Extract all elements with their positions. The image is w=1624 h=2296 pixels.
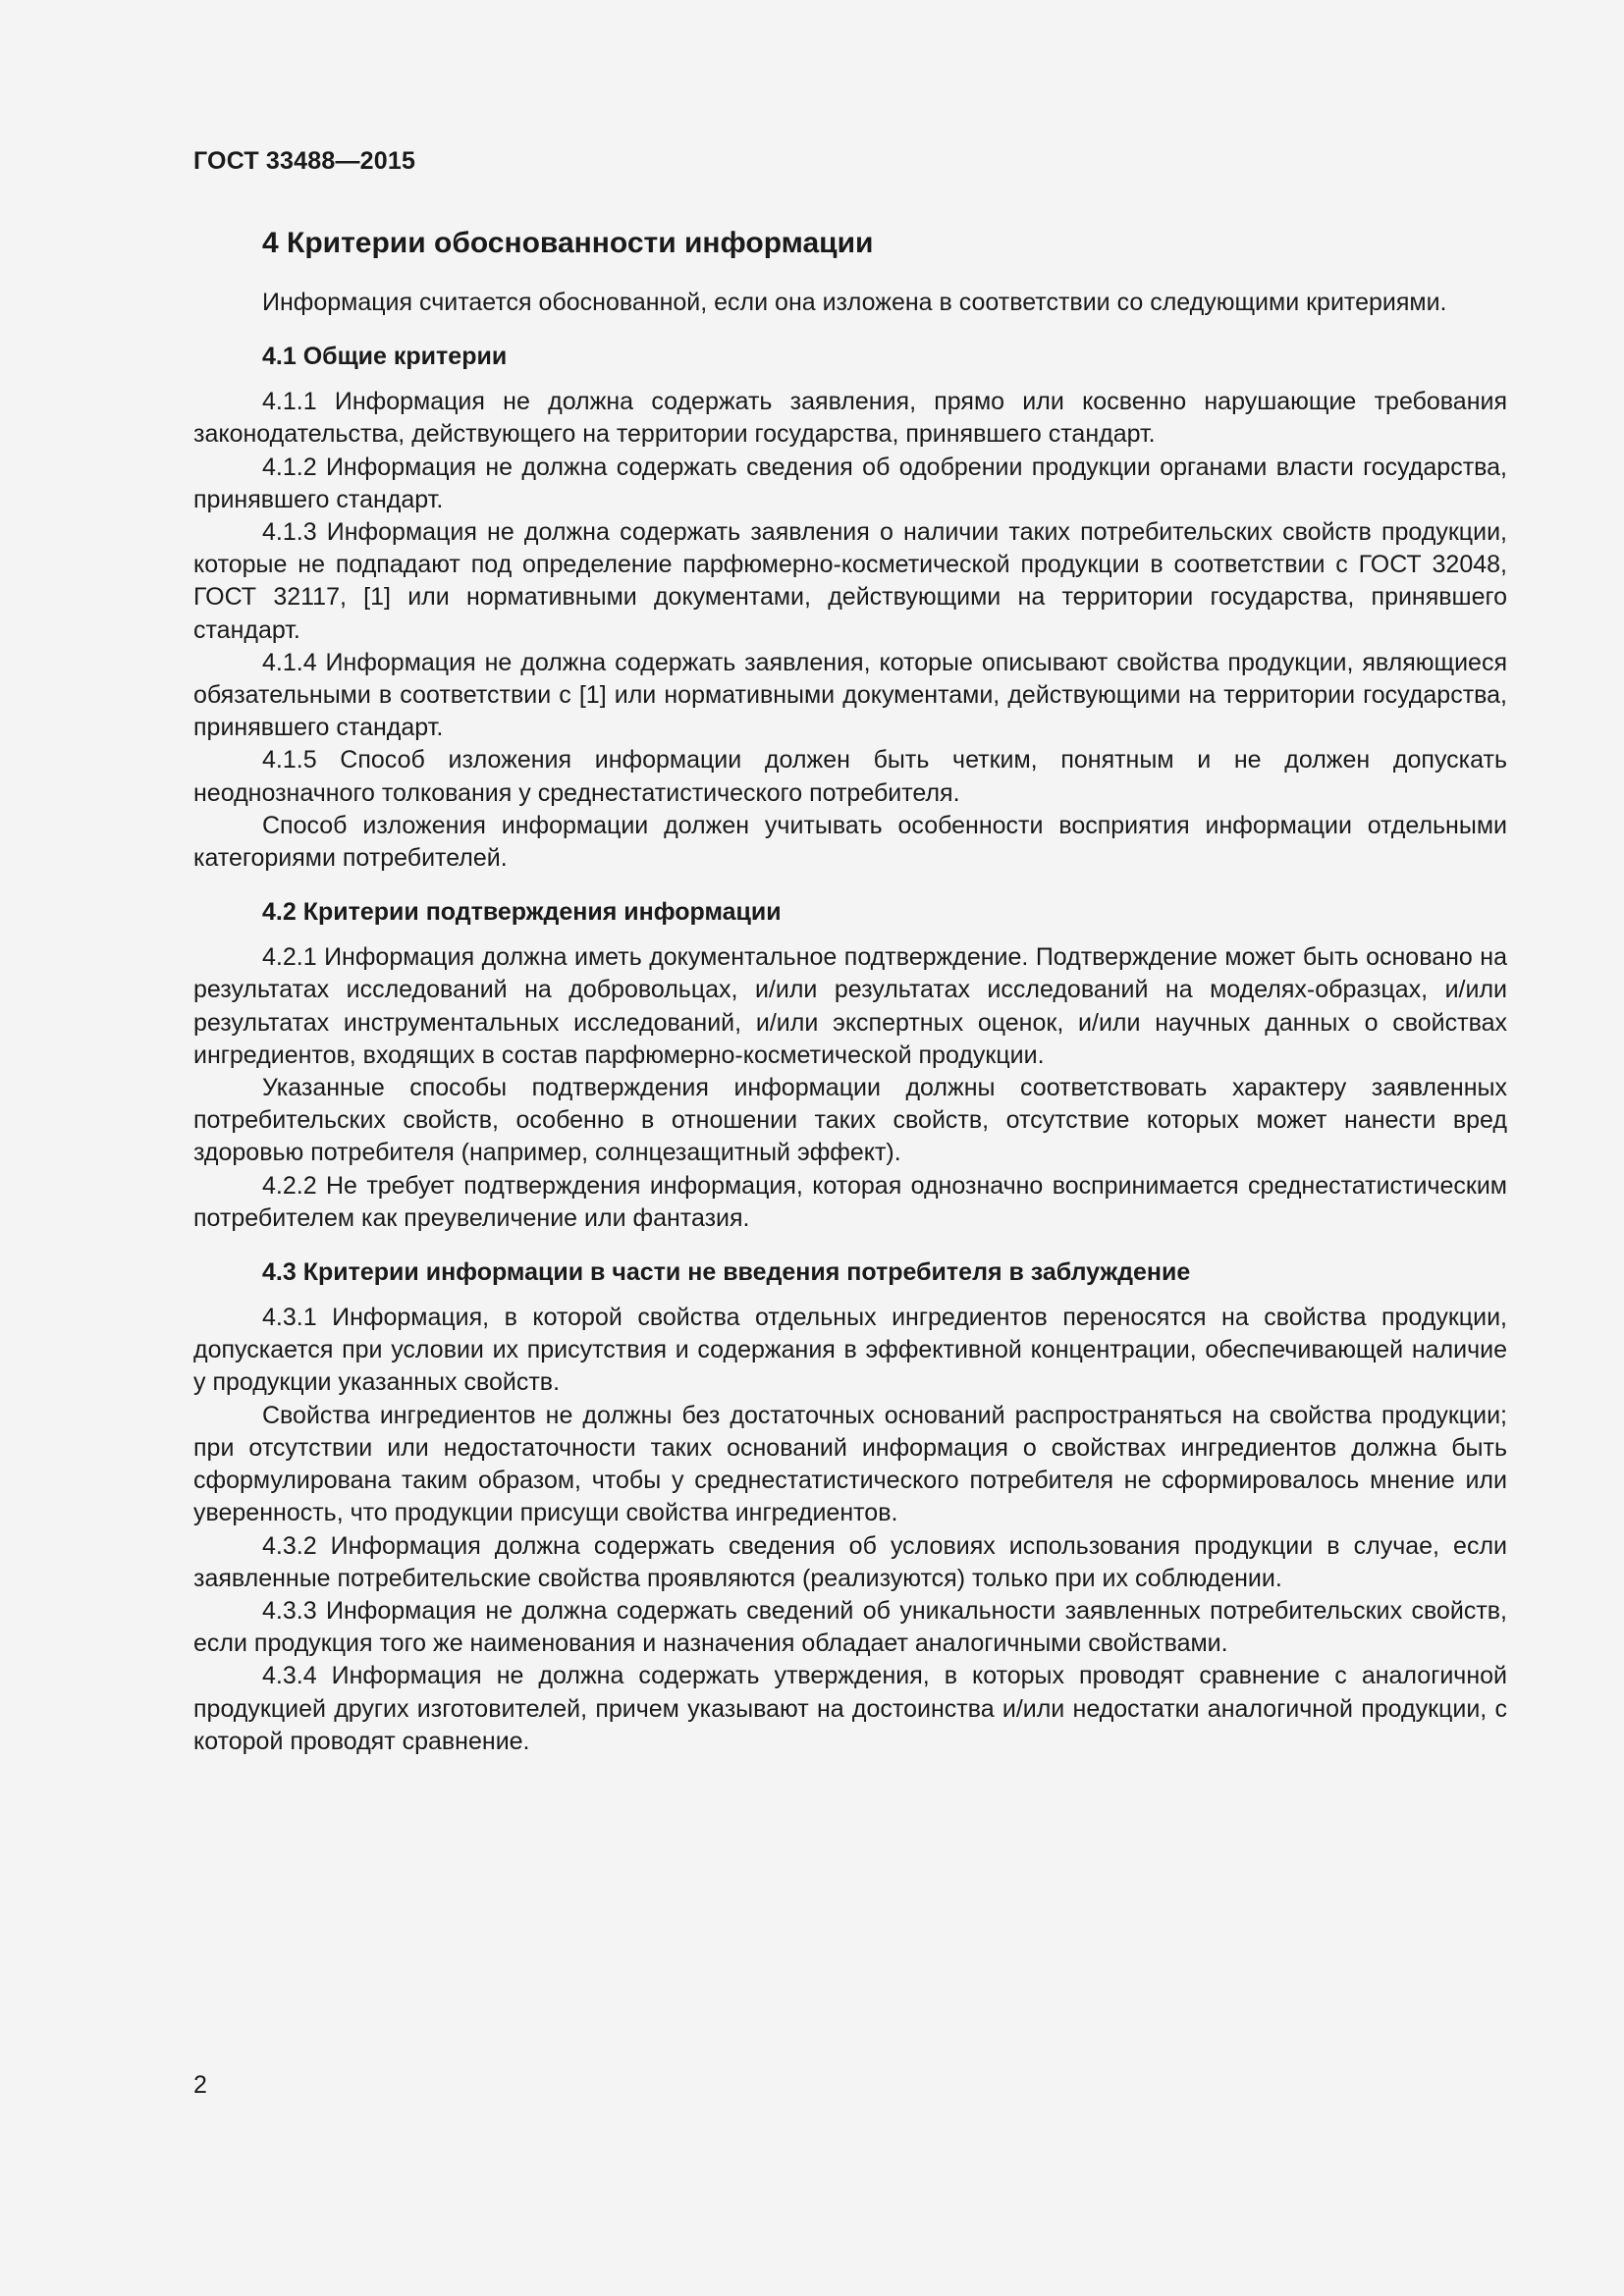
- paragraph-4-3-3: 4.3.3 Информация не должна содержать сведений об уникальности заявленных потребительских свойств, если продукция того же наименования и назначения обладает аналогичными свойствами.: [193, 1596, 1507, 1658]
- paragraph-4-3-2: 4.3.2 Информация должна содержать сведения об условиях использования продукции в случае, если заявленные потребительские свойства проявляются (реализуются) только при их соблюдении.: [193, 1531, 1507, 1592]
- paragraph-4-2-1: 4.2.1 Информация должна иметь документальное подтверждение. Подтверждение может быть основано на результатах исследований на добровольцах, и/или результатах исследований на моделях-образцах, и/или результатах инструментальных исследований, и/или экспертных оценок, и/или научных данных о свойствах ингредиентов, входящих в состав парфюмерно-косметической продукции.: [193, 943, 1507, 1069]
- section-4-intro: Информация считается обоснованной, если она изложена в соответствии со следующими критериями.: [262, 289, 1447, 316]
- paragraph-4-3-1: 4.3.1 Информация, в которой свойства отдельных ингредиентов переносятся на свойства продукции, допускается при условии их присутствия и содержания в эффективной концентрации, обеспечивающей наличие у продукции указанных свойств.: [193, 1304, 1507, 1397]
- paragraph-4-1-2: 4.1.2 Информация не должна содержать сведения об одобрении продукции органами власти государства, принявшего стандарт.: [193, 453, 1507, 513]
- section-4-1-title: 4.1 Общие критерии: [262, 343, 508, 371]
- page-number: 2: [193, 2071, 207, 2099]
- paragraph-4-3-1-cont: Свойства ингредиентов не должны без достаточных оснований распространяться на свойства продукции; при отсутствии или недостаточности таких оснований информация о свойствах ингредиентов должна быть сформулирована таким образом, чтобы у среднестатистического потребителя не сформировалось мнение или уверенность, что продукции присущи свойства ингредиентов.: [193, 1401, 1507, 1527]
- paragraph-4-3-4: 4.3.4 Информация не должна содержать утверждения, в которых проводят сравнение с аналогичной продукцией других изготовителей, причем указывают на достоинства и/или недостатки аналогичной продукции, с которой проводят сравнение.: [193, 1662, 1507, 1755]
- paragraph-4-1-1: 4.1.1 Информация не должна содержать заявления, прямо или косвенно нарушающие требования законодательства, действующего на территории государства, принявшего стандарт.: [193, 388, 1507, 449]
- paragraph-4-2-1-cont: Указанные способы подтверждения информации должны соответствовать характеру заявленных потребительских свойств, особенно в отношении таких свойств, отсутствие которых может нанести вред здоровью потребителя (например, солнцезащитный эффект).: [193, 1074, 1507, 1167]
- paragraph-4-1-5: 4.1.5 Способ изложения информации должен быть четким, понятным и не должен допускать неоднозначного толкования у среднестатистического потребителя.: [193, 746, 1507, 807]
- document-content: [193, 220, 1507, 1758]
- paragraph-4-1-3: 4.1.3 Информация не должна содержать заявления о наличии таких потребительских свойств продукции, которые не подпадают под определение парфюмерно-косметической продукции в соответствии с ГОСТ 32048, ГОСТ 32117, [1] или нормативными документами, действующими на территории государства, принявшего стандарт.: [193, 518, 1507, 644]
- document-code-header: ГОСТ 33488—2015: [193, 147, 416, 175]
- paragraph-4-1-4: 4.1.4 Информация не должна содержать заявления, которые описывают свойства продукции, являющиеся обязательными в соответствии с [1] или нормативными документами, действующими на территории государства, принявшего стандарт.: [193, 648, 1507, 742]
- section-4-3-title: 4.3 Критерии информации в части не введения потребителя в заблуждение: [262, 1258, 1191, 1287]
- section-4-title: 4 Критерии обоснованности информации: [262, 227, 874, 259]
- paragraph-4-1-5-cont: Способ изложения информации должен учитывать особенности восприятия информации отдельными категориями потребителей.: [193, 811, 1507, 873]
- section-4-2-title: 4.2 Критерии подтверждения информации: [262, 898, 782, 927]
- paragraph-4-2-2: 4.2.2 Не требует подтверждения информация, которая однозначно воспринимается среднестатистическим потребителем как преувеличение или фантазия.: [193, 1171, 1507, 1232]
